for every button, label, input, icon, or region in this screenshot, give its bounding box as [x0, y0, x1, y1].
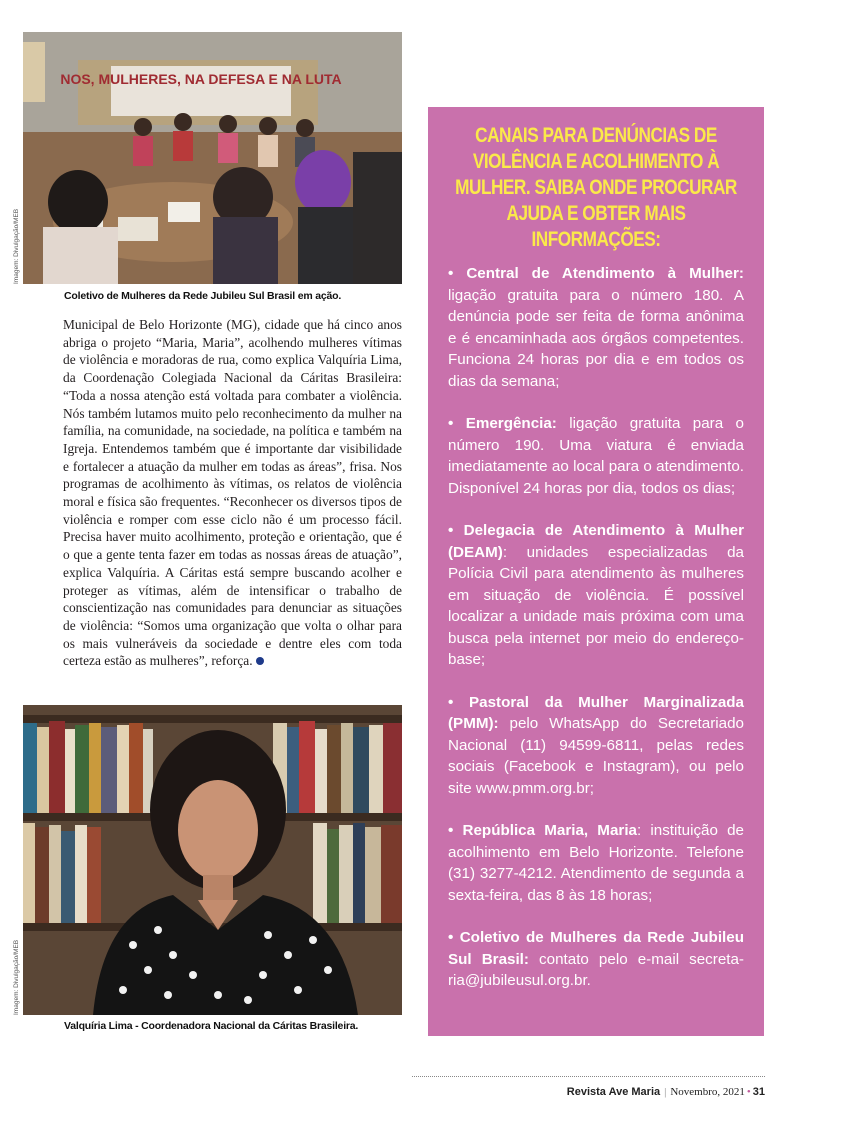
- channel-name: Pastoral da Mulher Marginalizada (PMM):: [448, 693, 744, 732]
- channel-description: : instituição de acolhimento em Belo Horizonte. Telefone (31) 3277-4212. Atendimento de segunda a sexta-feira, das 8 às 18 horas;: [448, 822, 744, 904]
- footer-separator: |: [664, 1086, 667, 1098]
- bullet-icon: •: [448, 265, 454, 282]
- channel-item: [448, 820, 744, 906]
- top-photo-caption: Coletivo de Mulheres da Rede Jubileu Sul Brasil em ação.: [64, 290, 342, 302]
- channel-name: Coletivo de Mulheres da Rede Jubileu Sul Brasil:: [448, 929, 744, 968]
- channel-name: Delegacia de Atendimento à Mulher (DEAM): [448, 522, 744, 561]
- top-photo-credit: Imagem: Divulgação/MEB: [13, 208, 20, 284]
- bullet-icon: •: [448, 522, 454, 539]
- channel-description: ligação gratuita para o número 190. Uma viatura é enviada imediatamente ao local para o atendimento. Disponível 24 horas por dia, todos os dias;: [448, 415, 744, 497]
- bullet-icon: •: [448, 415, 454, 432]
- issue-date: Novembro, 2021: [670, 1086, 745, 1098]
- channel-name: Emergência:: [465, 415, 557, 432]
- article-body: [63, 316, 402, 670]
- channel-description: pelo WhatsApp do Secretariado Nacional (11) 94599-6811, pelas redes sociais (Facebook e Instagram), ou pelo site www.pmm.org.br;: [448, 715, 744, 797]
- bottom-photo: [23, 705, 402, 1015]
- footer-dot-icon: •: [746, 1086, 751, 1098]
- bullet-icon: •: [448, 693, 454, 711]
- top-photo: [23, 32, 402, 284]
- bottom-photo-caption: Valquíria Lima - Coordenadora Nacional da Cáritas Brasileira.: [64, 1020, 359, 1032]
- banner-text: NOS, MULHERES, NA DEFESA E NA LUTA: [60, 71, 342, 87]
- portrait-photo-illustration: [23, 705, 402, 1015]
- channel-item: [448, 413, 744, 499]
- channel-item: [448, 692, 744, 800]
- bottom-photo-credit: Imagem: Divulgação/MEB: [13, 939, 20, 1015]
- channel-item: [448, 263, 744, 392]
- article-text: Municipal de Belo Horizonte (MG), cidade que há cinco anos abriga o projeto “Maria, Maria”, acolhendo mulheres vítimas de violência e moradoras de rua, como explica Valquíria Lima, da Coordenação Colegiada Nacional da Cáritas Brasileira: “Toda a nossa atenção está voltada para combater a violência. Nós também lutamos muito pelo reconhecimento da mulher na família, na comunidade, na sociedade, na política e também na Igreja. Entendemos também que é importante dar visibilidade e fortalecer a atuação da mulher em todas as áreas”, frisa. Nos programas de acolhimento às vítimas, os relatos de violência moral e física são frequentes. “Reconhecer os diversos tipos de violência e romper com esse ciclo não é um processo fácil. Precisa haver muito acolhimento, proteção e orientação, que é o que a gente tenta fazer em todas as nossas áreas de atuação”, explica Valquíria. A Cáritas está sempre buscando acolher e proteger as vítimas, além de intensificar o trabalho de conscientização nas comunidades para denunciar as situações de violência: “Somos uma organização que volta o olhar para os mais vulneráveis da sociedade e dentre eles com toda certeza estão as mulheres”, reforça.: [63, 317, 402, 669]
- channel-item: [448, 927, 744, 992]
- magazine-name: Revista Ave Maria: [566, 1086, 661, 1098]
- reporting-channels-box: [428, 107, 764, 1036]
- channel-description: ligação gratuita para o número 180. A denúncia pode ser feita de forma anônima e é encaminhada aos órgãos competentes. Funciona 24 horas por dia e em todos os dias da semana;: [448, 286, 744, 390]
- channel-description: contato pelo e-mail secreta-ria@jubileusul.org.br.: [448, 950, 744, 989]
- meeting-photo-illustration: [23, 32, 402, 284]
- end-of-article-dot-icon: [256, 657, 264, 665]
- page-footer: [567, 1086, 765, 1098]
- reporting-channels-title: CANAIS PARA DENÚNCIAS DE VIOLÊNCIA E ACOLHIMENTO À MULHER. SAIBA ONDE PROCURAR AJUDA E OBTER MAIS INFORMAÇÕES:: [455, 124, 737, 251]
- bullet-icon: •: [448, 822, 454, 839]
- channel-name: República Maria, Maria: [462, 822, 637, 839]
- channel-description: : unidades especializadas da Polícia Civil para atendimento às mulheres em situação de violência. É possível localizar a unidade mais próxima com uma busca pela internet por meio do endereço-base;: [448, 543, 744, 668]
- channel-name: Central de Atendimento à Mulher:: [466, 265, 744, 282]
- page-number: 31: [752, 1086, 765, 1098]
- bullet-icon: •: [448, 929, 454, 946]
- channel-item: [448, 520, 744, 671]
- footer-divider: [412, 1076, 765, 1077]
